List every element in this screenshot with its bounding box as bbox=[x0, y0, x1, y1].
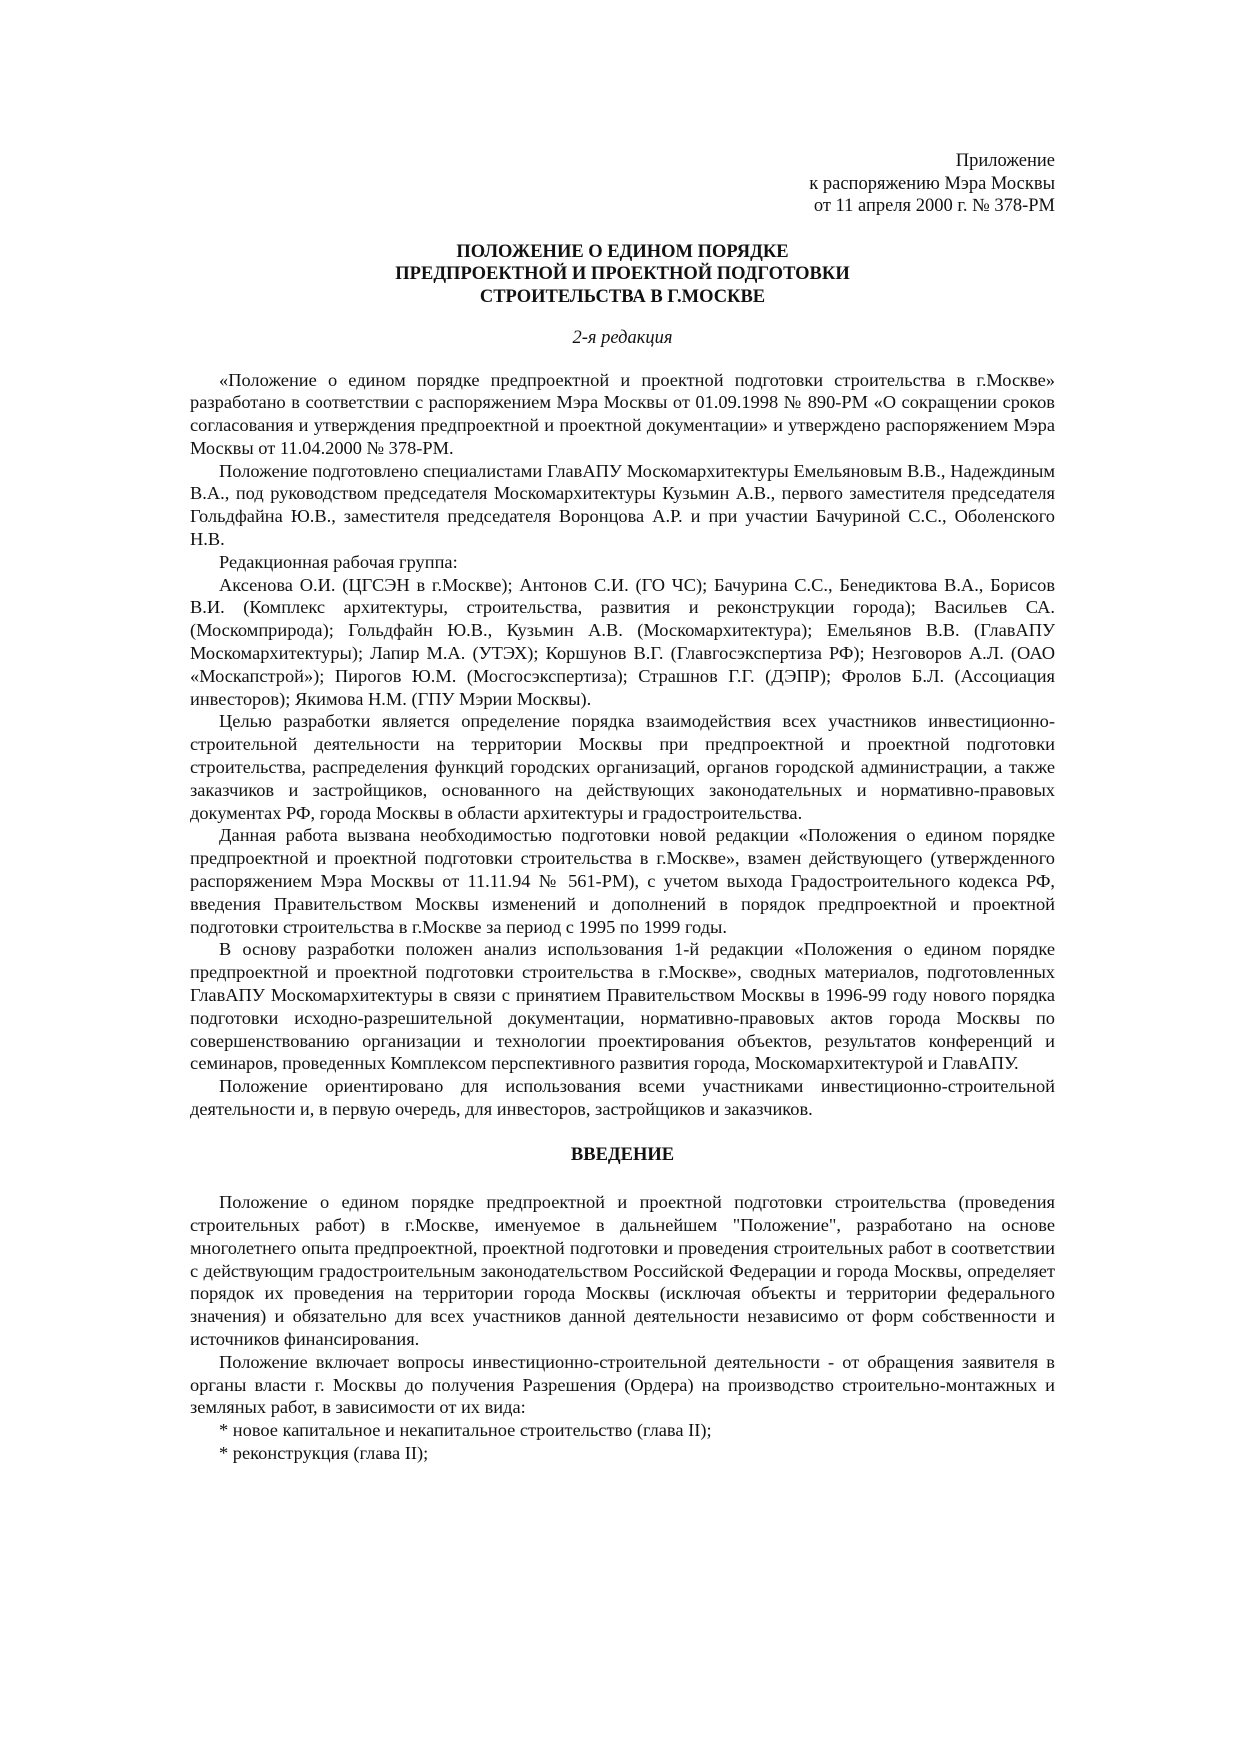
intro-body bbox=[190, 369, 1055, 1121]
title-line: ПРЕДПРОЕКТНОЙ И ПРОЕКТНОЙ ПОДГОТОВКИ bbox=[395, 264, 850, 284]
section-body bbox=[190, 1191, 1055, 1465]
paragraph: Данная работа вызвана необходимостью подготовки новой редакции «Положения о едином порядке предпроектной и проектной подготовки строительства в г.Москве», взамен действующего (утвержденного распоряжением Мэра Москвы от 11.11.94 № 561-РМ), с учетом выхода Градостроительного кодекса РФ, введения Правительством Москвы изменений и дополнений в порядок предпроектной и проектной подготовки строительства в г.Москве за период с 1995 по 1999 годы. bbox=[190, 825, 1055, 937]
section-heading: ВВЕДЕНИЕ bbox=[570, 1144, 675, 1165]
appendix-line: Приложение bbox=[955, 151, 1055, 171]
paragraph: Аксенова О.И. (ЦГСЭН в г.Москве); Антонов С.И. (ГО ЧС); Бачурина С.С., Бенедиктова В.А., Борисов В.И. (Комплекс архитектуры, строительства, развития и реконструкции города); Васильев СА. (Москомприрода); Гольдфайн Ю.В., Кузьмин А.В. (Москомархитектура); Емельянов В.В. (ГлавАПУ Москомархитектуры); Лапир М.А. (УТЭХ); Коршунов В.Г. (Главгосэкспертиза РФ); Незговоров А.Л. (ОАО «Москапстрой»); Пирогов Ю.М. (Мосгосэкспертиза); Страшнов Г.Г. (ДЭПР); Фролов Б.Л. (Ассоциация инвесторов); Якимова Н.М. (ГПУ Мэрии Москвы). bbox=[190, 574, 1055, 709]
paragraph: Положение ориентировано для использования всеми участниками инвестиционно-строительной деятельности и, в первую очередь, для инвесторов, застройщиков и заказчиков. bbox=[190, 1076, 1055, 1119]
paragraph: Положение о едином порядке предпроектной и проектной подготовки строительства (проведения строительных работ) в г.Москве, именуемое в дальнейшем "Положение", разработано на основе многолетнего опыта предпроектной, проектной подготовки и проведения строительных работ в соответствии с действующим градостроительным законодательством Российской Федерации и города Москвы, определяет порядок их проведения на территории города Москвы (исключая объекты и территории федерального значения) и обязательно для всех участников данной деятельности независимо от форм собственности и источников финансирования. bbox=[190, 1192, 1055, 1350]
document-title bbox=[190, 241, 1055, 309]
title-line: ПОЛОЖЕНИЕ О ЕДИНОМ ПОРЯДКЕ bbox=[456, 241, 789, 262]
paragraph: В основу разработки положен анализ использования 1-й редакции «Положения о едином порядке предпроектной и проектной подготовки строительства в г.Москве», сводных материалов, подготовленных ГлавАПУ Москомархитектуры в связи с принятием Правительством Москвы в 1996-99 году нового порядка подготовки исходно-разрешительной документации, нормативно-правовых актов города Москвы по совершенствованию организации и технологии проектирования объектов, результатов конференций и семинаров, проведенных Комплексом перспективного развития города, Москомархитектурой и ГлавАПУ. bbox=[190, 939, 1055, 1074]
text-area bbox=[190, 150, 1055, 1465]
list-item: * новое капитальное и некапитальное строительство (глава II); bbox=[219, 1420, 712, 1441]
paragraph: Редакционная рабочая группа: bbox=[219, 551, 458, 572]
paragraph: «Положение о едином порядке предпроектной и проектной подготовки строительства в г.Москве» разработано в соответствии с распоряжением Мэра Москвы от 01.09.1998 № 890-РМ «О сокращении сроков согласования и утверждения предпроектной и проектной документации» и утверждено распоряжением Мэра Москвы от 11.04.2000 № 378-РМ. bbox=[190, 369, 1055, 458]
appendix-line: к распоряжению Мэра Москвы bbox=[809, 173, 1055, 194]
title-line: СТРОИТЕЛЬСТВА В Г.МОСКВЕ bbox=[479, 286, 766, 307]
paragraph: Положение включает вопросы инвестиционно-строительной деятельности - от обращения заявителя в органы власти г. Москвы до получения Разрешения (Ордера) на производство строительно-монтажных и земляных работ, в зависимости от их вида: bbox=[190, 1351, 1055, 1418]
paragraph: Положение подготовлено специалистами ГлавАПУ Москомархитектуры Емельяновым В.В., Надеждиным В.А., под руководством председателя Москомархитектуры Кузьмин А.В., первого заместителя председателя Гольдфайна Ю.В., заместителя председателя Воронцова А.Р. и при участии Бачуриной С.С., Оболенского Н.В. bbox=[190, 460, 1055, 550]
appendix-line: от 11 апреля 2000 г. № 378-РМ bbox=[813, 196, 1055, 216]
list-item: * реконструкция (глава II); bbox=[219, 1443, 429, 1464]
paragraph: Целью разработки является определение порядка взаимодействия всех участников инвестиционно-строительной деятельности на территории Москвы при предпроектной и проектной подготовки строительства, распределения функций городских организаций, органов городской администрации, а также заказчиков и застройщиков, основанного на действующих законодательных и нормативно-правовых документах РФ, города Москвы в области архитектуры и градостроительства. bbox=[190, 711, 1055, 823]
appendix-reference bbox=[190, 150, 1055, 218]
edition-label: 2-я редакция bbox=[572, 328, 673, 348]
